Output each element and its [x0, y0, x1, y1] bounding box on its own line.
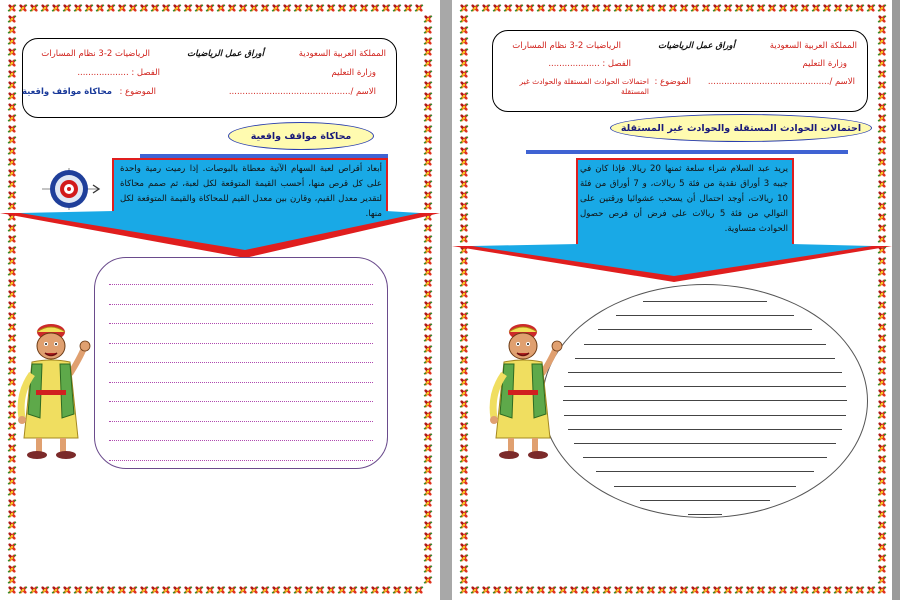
ruled-line	[616, 315, 794, 316]
ruled-line	[109, 343, 373, 344]
header-kingdom: المملكة العربية السعودية	[769, 41, 857, 51]
ruled-line	[109, 401, 373, 402]
section-title-text: محاكاة مواقف واقعية	[250, 130, 352, 142]
ruled-line	[109, 440, 373, 441]
ruled-line	[584, 344, 826, 345]
header-ministry: وزارة التعليم	[331, 68, 376, 78]
section-title-text: احتمالات الحوادث المستقلة والحوادث غير المستقلة	[620, 122, 862, 134]
header-course: الرياضيات 2-3 نظام المسارات	[512, 41, 621, 51]
ruled-line	[568, 372, 842, 373]
ruled-line	[568, 429, 843, 430]
ruled-line	[109, 382, 373, 383]
header-topic: احتمالات الحوادث المستقلة والحوادث غير المستقلة	[519, 77, 649, 96]
ruled-line	[564, 415, 846, 416]
ruled-line	[109, 304, 373, 305]
ruled-line	[564, 386, 845, 387]
ruled-line	[563, 400, 847, 401]
ruled-line	[583, 457, 826, 458]
ruled-line	[614, 486, 796, 487]
header-semester: الفصل : ...................	[548, 59, 631, 69]
header-name-field: الاسم /.............................................	[228, 87, 376, 97]
cartoon-boy-figure	[6, 318, 96, 468]
answer-box[interactable]	[94, 257, 388, 469]
worksheet-page-right	[452, 0, 892, 600]
ruled-line	[643, 301, 767, 302]
page-gap	[440, 0, 452, 600]
header-topic: محاكاة مواقف واقعية	[21, 87, 112, 97]
ruled-line	[688, 514, 721, 515]
ruled-line	[575, 358, 836, 359]
question-text: أبعاد أقراص لعبة السهام الآتية معطاة بالبوصات. إذا رميت رمية واحدة على كل قرص منها، أحسب القيمة المتوقعة لكل لعبة، ثم صمم محاكاة لتقدير معدل القيم، وقارن بين معدل القيم للمحاكاة والقيمة المتوقعة لكل منها.	[120, 164, 382, 219]
header-worksheets: أوراق عمل الرياضيات	[187, 49, 264, 59]
header-ministry: وزارة التعليم	[802, 59, 847, 69]
ruled-line	[598, 329, 813, 330]
ruled-line	[109, 421, 373, 422]
answer-box[interactable]	[542, 284, 868, 518]
cartoon-boy-figure	[478, 318, 568, 468]
question-text: يريد عبد السلام شراء سلعة ثمنها 20 ريالا. فإذا كان في جيبه 3 أوراق نقدية من فئة 5 ريالات، و 7 أوراق من فئة 10 ريالات، أوجد احتمال أن يسحب عشوائيا ورقتين على التوالي من فئة 5 ريالات على فرض أن فرص حصول الحوادث متساوية.	[580, 164, 789, 234]
header-topic-label: الموضوع :	[119, 87, 156, 97]
header-name-field: الاسم /.............................................	[707, 77, 855, 87]
ruled-line	[640, 500, 770, 501]
header-kingdom: المملكة العربية السعودية	[298, 49, 386, 59]
worksheet-page-left	[0, 0, 440, 600]
ruled-line	[596, 471, 814, 472]
header-course: الرياضيات 2-3 نظام المسارات	[41, 49, 150, 59]
ruled-line	[109, 362, 373, 363]
header-worksheets: أوراق عمل الرياضيات	[658, 41, 735, 51]
ruled-line	[109, 284, 373, 285]
ruled-line	[109, 460, 373, 461]
header-semester: الفصل : ...................	[77, 68, 160, 78]
header-topic-label: الموضوع :	[654, 77, 691, 87]
ruled-line	[109, 323, 373, 324]
ruled-line	[574, 443, 836, 444]
